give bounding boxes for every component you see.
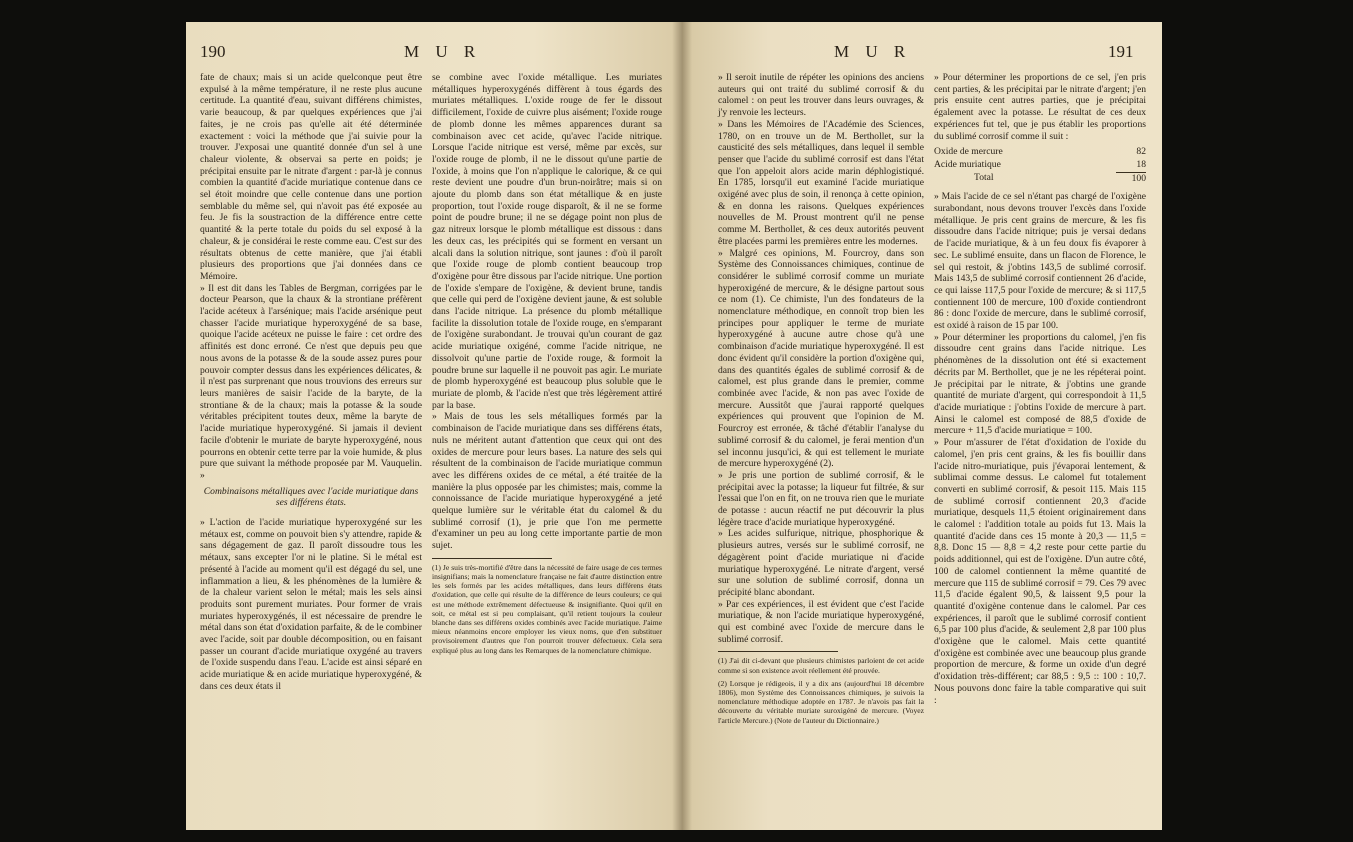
table-row <box>934 146 1146 159</box>
footnote: (2) Lorsque je rédigeois, il y a dix ans (aujourd'hui 18 décembre 1806), mon Système des Connoissances chimiques, je suivois la nomenclature méthodique adoptée en 1787. Je n'avois pas fait la découverte du véritable muriate suroxigéné de mercure. (Voyez l'article Mercure.) (Note de l'auteur du Dictionnaire.) <box>718 678 924 725</box>
footnote: (1) Je suis très-mortifié d'être dans la nécessité de faire usage de ces termes insignifians; mais la nomenclature française ne fait d'autre distinction entre les sels formés par les acides métalliques, dans leurs différens états d'oxidation, que celle qui résulte de la différence de leurs couleurs; ce qui est une méthode extrêmement défectueuse & insignifiante. Quoi qu'il en soit, ce métal est si peu complaisant, qu'il retient toujours la couleur blanche dans ses différens oxides combinés avec l'acide muriatique. J'aime mieux néanmoins encore employer les vieux noms, que d'en substituer provisoirement d'autres que l'on pourroit trouver défectueux. Cela sera expliqué plus au long dans les Remarques de la nomenclature chimique. <box>432 562 662 655</box>
table-row <box>934 159 1146 172</box>
table-cell-value: 82 <box>1136 146 1146 158</box>
running-head: M U R <box>834 42 912 61</box>
footnote-rule <box>718 651 838 652</box>
right-page <box>682 22 1162 830</box>
paragraph: » Dans les Mémoires de l'Académie des Sciences, 1780, on en trouve un de M. Berthollet, sur la causticité des sels métalliques, dans lequel il semble penser que l'acide du sublimé corrosif est dans l'état que l'on appeloit alors acide marin déphlogistiqué. En 1785, lorsqu'il eut examiné l'acide muriatique oxigéné avec plus de soin, il renonça à cette opinion, & en donna les raisons. Quelques expériences nouvelles de M. Proust montrent qu'il ne pense comme M. Berthollet, & ces deux autorités peuvent être placées parmi les premières entre les modernes. <box>718 118 924 247</box>
table-total-row <box>934 172 1146 185</box>
composition-table <box>934 146 1146 185</box>
left-column-1 <box>200 72 422 693</box>
footnote-rule <box>432 558 552 559</box>
table-cell-label: Acide muriatique <box>934 159 1001 171</box>
book-gutter <box>672 22 692 830</box>
paragraph: fate de chaux; mais si un acide quelconque peut être expulsé à la même température, il ne reste plus aucune certitude. La quantité d'eau, suivant différens chimistes, varie beaucoup, & par quelques expériences que j'ai faites, je ne crois pas qu'elle ait été déterminée exactement : voici la méthode que j'ai suivie pour la trouver. J'exposai une quantité donnée d'un sel à une chaleur violente, & observai sa perte en poids; je précipitai ensuite par le nitrate d'argent : par-là je connus combien la quantité d'acide muriatique contenue dans ce sel étoit moindre que celle contenue dans une portion semblable du même sel, qui n'avoit pas été exposée au feu. Je fis la soustraction de la différence entre cette quantité & la perte totale du poids du sel exposé à la chaleur, & je considérai le reste comme eau. C'est sur des résultats obtenus de cette manière, que j'ai établi plusieurs des proportions que j'ai données dans ce Mémoire. <box>200 72 422 282</box>
table-total-label: Total <box>974 172 994 184</box>
paragraph: » Je pris une portion de sublimé corrosif, & le précipitai avec la potasse; la liqueur fut filtrée, & sur l'essai que l'on en fit, on ne trouva rien que le muriate de potasse : aucun réactif ne put découvrir la plus légère trace d'acide muriatique hyperoxygéné. <box>718 469 924 528</box>
paragraph: » Par ces expériences, il est évident que c'est l'acide muriatique, & non l'acide muriatique hyperoxygéné, qui est combiné avec l'oxide de mercure dans le sublimé corrosif. <box>718 598 924 645</box>
paragraph: » Les acides sulfurique, nitrique, phosphorique & plusieurs autres, versés sur le sublimé corrosif, ne dégagèrent point d'acide muriatique ni d'acide muriatique hyperoxygéné. Le nitrate d'argent, versé sur une solution de sublimé corrosif, donna un précipité blanc abondant. <box>718 528 924 598</box>
section-heading: Combinaisons métalliques avec l'acide muriatique dans ses différens états. <box>203 485 419 509</box>
paragraph: » Il seroit inutile de répéter les opinions des anciens auteurs qui ont traité du sublimé corrosif & du calomel : on peut les trouver dans leurs ouvrages, & j'y renvoie les lecteurs. <box>718 72 924 119</box>
paragraph: » Il est dit dans les Tables de Bergman, corrigées par le docteur Pearson, que la chaux & la strontiane préfèrent l'acide acéteux à l'arsénique; mais l'acide arsénique peut chasser l'acide muriatique hyperoxygéné de sa base, quoique l'acide acéteux ne puisse le faire : cet ordre des affinités est donc erroné. Ce n'est que depuis peu que nous avons de la potasse & de la soude assez pures pour pouvoir compter dessus dans les expériences délicates, & il n'est pas surprenant que nous trouvions des erreurs sur leurs manières de saisir l'acide de la baryte, de la strontiane & de la chaux; mais la potasse & la soude véritables précipitent toutes deux, même la baryte de l'acide muriatique hyperoxygéné. Si jamais il devient facile d'obtenir le muriate de baryte hyperoxygéné, nous pourrons en obtenir cette terre par la voie humide, & plus pure que suivant la méthode proposée par M. Vauquelin. » <box>200 282 422 481</box>
left-page <box>186 22 682 830</box>
paragraph: » L'action de l'acide muriatique hyperoxygéné sur les métaux est, comme on pouvoit bien s'y attendre, rapide & sans dégagement de gaz. Il paroît dissoudre tous les métaux, sans excepter l'or ni le platine. Si le métal est présenté à l'acide au moment qu'il est dégagé du sel, une inflammation a lieu, & les phénomènes de la lumière & de la chaleur varient selon le métal; mais les sels ainsi produits sont purement muriates. Pour former de vrais muriates hyperoxygénés, il est nécessaire de prendre le métal dans son état d'oxidation parfaite, & de le combiner avec l'acide, soit par double décomposition, ou en faisant passer un courant d'acide muriatique oxygéné au travers de l'oxide suspendu dans l'eau. L'acide est ainsi séparé en acide muriatique & en acide muriatique hyperoxygéné, & dans ces deux états il <box>200 517 422 692</box>
running-head: M U R <box>404 42 482 61</box>
paragraph: » Pour déterminer les proportions de ce sel, j'en pris cent parties, & les précipitai par le nitrate d'argent; j'en pris ensuite cent autres parties, que je précipitai également avec la potasse. Le résultat de ces deux expériences fut tel, que je pus établir les proportions du sublimé corrosif comme il suit : <box>934 72 1146 142</box>
page-number: 191 <box>1108 42 1134 61</box>
left-column-2 <box>432 72 662 655</box>
paragraph: » Mais de tous les sels métalliques formés par la combinaison de l'acide muriatique dans ses différens états, nuls ne méritent autant d'attention que ceux qui ont des oxides de mercure pour leurs bases. La nature des sels qui résultent de la combinaison de l'acide muriatique commun avec les différens oxides de ce métal, a été traitée de la manière la plus opposée par les chimistes; mais, comme la connoissance de l'acide muriatique hyperoxygéné a jeté quelque lumière sur le véritable état du calomel & du sublimé corrosif (1), je prie que l'on me permette d'examiner un peu au long cette importante partie de mon sujet. <box>432 411 662 552</box>
footnote: (1) J'ai dit ci-devant que plusieurs chimistes parloient de cet acide comme si son existence avoit réellement été prouvée. <box>718 656 924 675</box>
paragraph: » Malgré ces opinions, M. Fourcroy, dans son Système des Connoissances chimiques, continue de considérer le sublimé corrosif comme un muriate hyperoxigéné de mercure, & le désigne partout sous ce nom (1). Ce chimiste, l'un des fondateurs de la nomenclature méthodique, en connoît trop bien les principes pour appliquer le terme de muriate hyperoxygéné à aucune autre chose qu'à une combinaison d'acide muriatique hyperoxygéné. Il est donc évident qu'il considère la portion d'oxigène qui, dans des quantités égales de sublimé corrosif & de calomel, est plus grande dans le premier, comme combinée avec l'acide, & non pas avec l'oxide de mercure. Aussitôt que j'aurai rapporté quelques expériences qui prouvent que l'opinion de M. Fourcroy est erronée, & tâché d'établir l'analyse du sublimé corrosif & du calomel, je ferai mention d'un sel inconnu jusqu'ici, & qui est tellement le muriate de mercure hyperoxygéné (2). <box>718 247 924 470</box>
paragraph: » Pour déterminer les proportions du calomel, j'en fis dissoudre cent grains dans l'acide nitrique. Les phénomènes de la dissolution ont été si exactement décrits par M. Berthollet, que je ne les répéterai point. Je précipitai par le nitrate, & j'obtins une grande quantité de muriate d'argent, qui correspondoit à 11,5 d'acide muriatique : j'obtins l'oxide de mercure à part. Ainsi le calomel est composé de 88,5 d'oxide de mercure + 11,5 d'acide muriatique = 100. <box>934 331 1146 437</box>
table-cell-value: 18 <box>1136 158 1146 170</box>
paragraph: se combine avec l'oxide métallique. Les muriates métalliques hyperoxygénés diffèrent à tous égards des muriates métalliques. L'oxide rouge de fer le dissout difficilement, l'oxide de cuivre plus aisément; l'oxide rouge de plomb donne les mêmes apparences durant sa combinaison avec cet acide, qu'avec l'acide nitrique. Lorsque l'acide nitrique est versé, même par excès, sur l'oxide rouge de plomb, il ne le dissout qu'une partie de l'oxide, à moins que l'on n'applique le calorique, & ce qui reste devient une poudre d'un brun-noirâtre; mais si on ajoute du plomb dans son état métallique & en juste proportion, tout l'oxide rouge disparoît, & il ne se forme point de poudre brune; il ne se dégage point non plus de gaz nitreux lorsque le plomb métallique est dissous : dans les deux cas, les précipités qui se forment en versant un alcali dans la solution nitrique, sont jaunes : d'où il paroît que l'oxide rouge de plomb contient beaucoup trop d'oxigène pour être dissous par l'acide nitrique. Une portion de l'oxide s'empare de l'oxigène, & devient brune, tandis que celle qui perd de l'oxigène devient jaune, & est soluble dans l'acide nitrique. La présence du plomb métallique facilite la dissolution totale de l'oxide rouge, en s'emparant de l'oxigène surabondant. Je trouvai qu'un courant de gaz acide muriatique oxigéné, comme l'acide nitrique, ne dissolvoit qu'une partie de l'oxide rouge, & formoit la poudre brune sur laquelle il ne pouvoit pas agir. Le muriate de plomb hyperoxygéné est beaucoup plus soluble que le muriate de plomb, & l'acide n'est que très légèrement attiré par la base. <box>432 72 662 411</box>
table-cell-label: Oxide de mercure <box>934 146 1003 158</box>
right-column-1 <box>718 72 924 725</box>
paragraph: » Mais l'acide de ce sel n'étant pas chargé de l'oxigène surabondant, nous devons trouver l'excès dans l'oxide métallique. Je pris cent grains de mercure, & les fis dissoudre dans l'acide nitrique; puis je versai dedans de l'acide muriatique, & à un feu doux fis évaporer à sec. Le sublimé ensuite, dans un flacon de Florence, le sel qui restoit, & j'obtins 143,5 de sublimé corrosif. Mais 143,5 de sublimé corrosif contiennent 26 d'acide, ce qui laisse 117,5 pour l'oxide de mercure; & si 117,5 contiennent 100 de mercure, 100 d'oxide contiendront 86 : donc l'oxide de mercure, dans le sublimé corrosif, est oxidé à raison de 15 par 100. <box>934 191 1146 332</box>
paragraph: » Pour m'assurer de l'état d'oxidation de l'oxide du calomel, j'en pris cent grains, & les fis bouillir dans l'acide nitro-muriatique, puis j'évaporai lentement, & sublimai comme dessus. Le calomel fut totalement converti en sublimé corrosif, & pesoit 115. Mais 115 de sublimé corrosif contiennent 20,3 d'acide muriatique, desquels 11,5 étoient originairement dans le calomel : l'addition totale au poids fut 13. Mais la quantité d'acide dans ces 15 monte à 20,3 — 11,5 = 8,8. Donc 15 — 8,8 = 4,2 reste pour cette partie du poids additionnel, qui est de l'oxigène. D'un autre côté, 100 de calomel contiennent la même quantité de mercure que 115 de sublimé corrosif = 79. Ces 79 avec 11,5 d'acide égalent 90,5, & laissent 9,5 pour la quantité d'oxigène contenue dans le calomel. Par ces expériences, il paroît que le sublimé corrosif contient 6,5 par 100 plus d'acide, & seulement 2,8 par 100 plus d'oxigène que le calomel. Mais cette quantité d'oxigène est combinée avec une beaucoup plus grande proportion de mercure, & forme un oxide d'un degré d'oxidation très-différent; car 88,5 : 9,5 :: 100 : 10,7. Nous pouvons donc faire la table comparative qui suit : <box>934 437 1146 706</box>
right-column-2 <box>934 72 1146 706</box>
page-number: 190 <box>200 42 226 61</box>
table-total-value: 100 <box>1116 172 1146 185</box>
